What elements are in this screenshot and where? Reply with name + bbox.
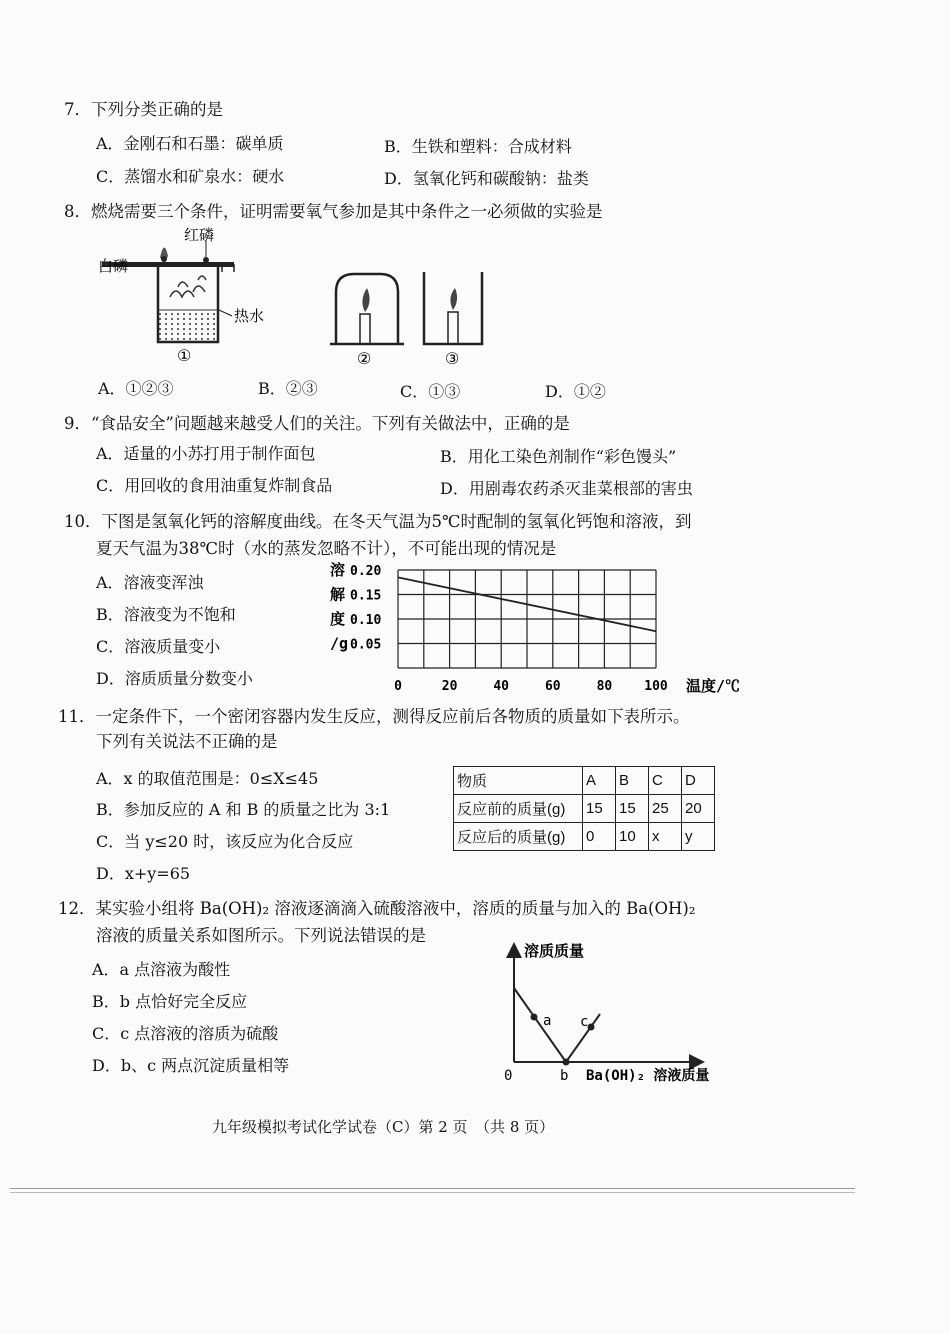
q11-stem-line2: 下列有关说法不正确的是 — [96, 732, 278, 751]
figure-number-1: ① — [177, 346, 192, 365]
table-cell: y — [682, 823, 715, 851]
hot-water-label: 热水 — [234, 307, 265, 325]
point-b-label: b — [560, 1068, 569, 1084]
page-divider — [10, 1192, 855, 1193]
q10-stem-line1: 10．下图是氢氧化钙的溶解度曲线。在冬天气温为5℃时配制的氢氧化钙饱和溶液，到 — [64, 512, 692, 531]
y-axis-label-char: 解 — [330, 585, 346, 604]
q10-stem-line2: 夏天气温为38℃时（水的蒸发忽略不计），不可能出现的情况是 — [96, 539, 557, 558]
y-axis-label-char: 度 — [330, 610, 346, 628]
q7-option-c: C．蒸馏水和矿泉水：硬水 — [96, 167, 285, 186]
y-axis-label-char: 溶 — [330, 562, 346, 579]
q8-option-d: D．①② — [545, 382, 606, 401]
white-phosphorus-label: 白磷 — [98, 257, 129, 275]
x-tick-label: 100 — [644, 679, 668, 694]
beaker-1-figure — [102, 240, 234, 342]
q10-option-b: B．溶液变为不饱和 — [96, 605, 236, 624]
table-cell: 反应前的质量(g) — [454, 795, 583, 823]
q8-option-a: A．①②③ — [98, 379, 174, 398]
q12-option-c: C．c 点溶液的溶质为硫酸 — [92, 1024, 279, 1043]
table-row — [454, 795, 715, 823]
q10-option-c: C．溶液质量变小 — [96, 637, 221, 656]
q11-option-c: C．当 y≤20 时，该反应为化合反应 — [96, 832, 354, 851]
x-axis-label: Ba(OH)₂ 溶液质量 — [586, 1068, 710, 1084]
table-cell: 0 — [583, 823, 616, 851]
table-cell: 25 — [649, 795, 682, 823]
q8-option-b: B．②③ — [258, 379, 318, 398]
q7-stem: 7．下列分类正确的是 — [64, 100, 223, 119]
q8-option-c: C．①③ — [400, 382, 461, 401]
red-phosphorus-label: 红磷 — [184, 226, 215, 244]
table-cell: 15 — [616, 795, 649, 823]
beaker-3-figure — [424, 272, 482, 344]
solubility-curve-chart — [330, 562, 750, 697]
q11-option-a: A．x 的取值范围是：0≤X≤45 — [96, 769, 319, 788]
point-a — [531, 1014, 538, 1021]
figure-number-3: ③ — [445, 349, 460, 368]
figure-number-2: ② — [357, 349, 372, 368]
table-cell: B — [616, 767, 649, 795]
x-tick-label: 20 — [441, 679, 458, 694]
point-c-label: c — [580, 1014, 589, 1030]
q9-option-c: C．用回收的食用油重复炸制食品 — [96, 476, 333, 495]
y-tick-label: 0.20 — [350, 564, 382, 579]
table-cell: 反应后的质量(g) — [454, 823, 583, 851]
q12-option-d: D．b、c 两点沉淀质量相等 — [92, 1056, 290, 1075]
q7-option-b: B．生铁和塑料：合成材料 — [384, 137, 572, 156]
table-cell: 物质 — [454, 767, 583, 795]
y-axis-label: 溶质质量 — [524, 942, 585, 960]
origin-label: 0 — [504, 1068, 513, 1084]
x-axis-label: 温度/℃ — [686, 677, 741, 695]
table-cell: C — [649, 767, 682, 795]
table-cell: A — [583, 767, 616, 795]
point-b — [563, 1059, 570, 1066]
y-axis-label-char: /g — [330, 634, 349, 653]
q7-option-a: A．金刚石和石墨：碳单质 — [96, 134, 284, 153]
point-a-label: a — [543, 1013, 552, 1029]
q9-option-d: D．用剧毒农药杀灭韭菜根部的害虫 — [440, 479, 693, 498]
x-tick-label: 60 — [544, 679, 561, 694]
y-tick-label: 0.15 — [350, 588, 382, 604]
table-cell: 15 — [583, 795, 616, 823]
q12-stem-line1: 12．某实验小组将 Ba(OH)₂ 溶液逐滴滴入硫酸溶液中，溶质的质量与加入的 Ba(OH)₂ — [58, 899, 696, 918]
q10-option-a: A．溶液变浑浊 — [96, 573, 204, 592]
q9-option-a: A．适量的小苏打用于制作面包 — [96, 444, 316, 463]
q12-option-b: B．b 点恰好完全反应 — [92, 992, 248, 1011]
combustion-experiment-figure — [98, 222, 508, 372]
x-tick-label: 0 — [394, 679, 402, 694]
q11-stem-line1: 11．一定条件下，一个密闭容器内发生反应，测得反应前后各物质的质量如下表所示。 — [58, 707, 690, 726]
y-tick-label: 0.10 — [350, 613, 382, 628]
x-tick-label: 40 — [493, 679, 510, 694]
table-cell: x — [649, 823, 682, 851]
page-divider — [10, 1188, 855, 1189]
q12-option-a: A．a 点溶液为酸性 — [92, 960, 231, 979]
table-cell: 20 — [682, 795, 715, 823]
q9-option-b: B．用化工染色剂制作“彩色馒头” — [440, 447, 677, 466]
q9-stem: 9．“食品安全”问题越来越受人们的关注。下列有关做法中，正确的是 — [64, 414, 570, 433]
bell-jar-figure — [330, 274, 404, 344]
table-cell: 10 — [616, 823, 649, 851]
table-cell: D — [682, 767, 715, 795]
q8-stem: 8．燃烧需要三个条件，证明需要氧气参加是其中条件之一必须做的实验是 — [64, 202, 603, 221]
table-header-row — [454, 767, 715, 795]
q11-option-d: D．x+y=65 — [96, 864, 191, 883]
q12-stem-line2: 溶液的质量关系如图所示。下列说法错误的是 — [96, 926, 426, 945]
q10-option-d: D．溶质质量分数变小 — [96, 669, 253, 688]
q7-option-d: D．氢氧化钙和碳酸钠：盐类 — [384, 169, 589, 188]
page-footer: 九年级模拟考试化学试卷（C）第 2 页 （共 8 页） — [212, 1118, 555, 1136]
point-c — [588, 1024, 595, 1031]
table-row — [454, 823, 715, 851]
q11-option-b: B．参加反应的 A 和 B 的质量之比为 3:1 — [96, 800, 391, 819]
solute-mass-graph — [496, 936, 736, 1086]
x-tick-label: 80 — [596, 679, 613, 694]
candle-flame-icon — [362, 288, 369, 312]
y-tick-label: 0.05 — [350, 637, 382, 653]
mass-table — [453, 766, 715, 851]
